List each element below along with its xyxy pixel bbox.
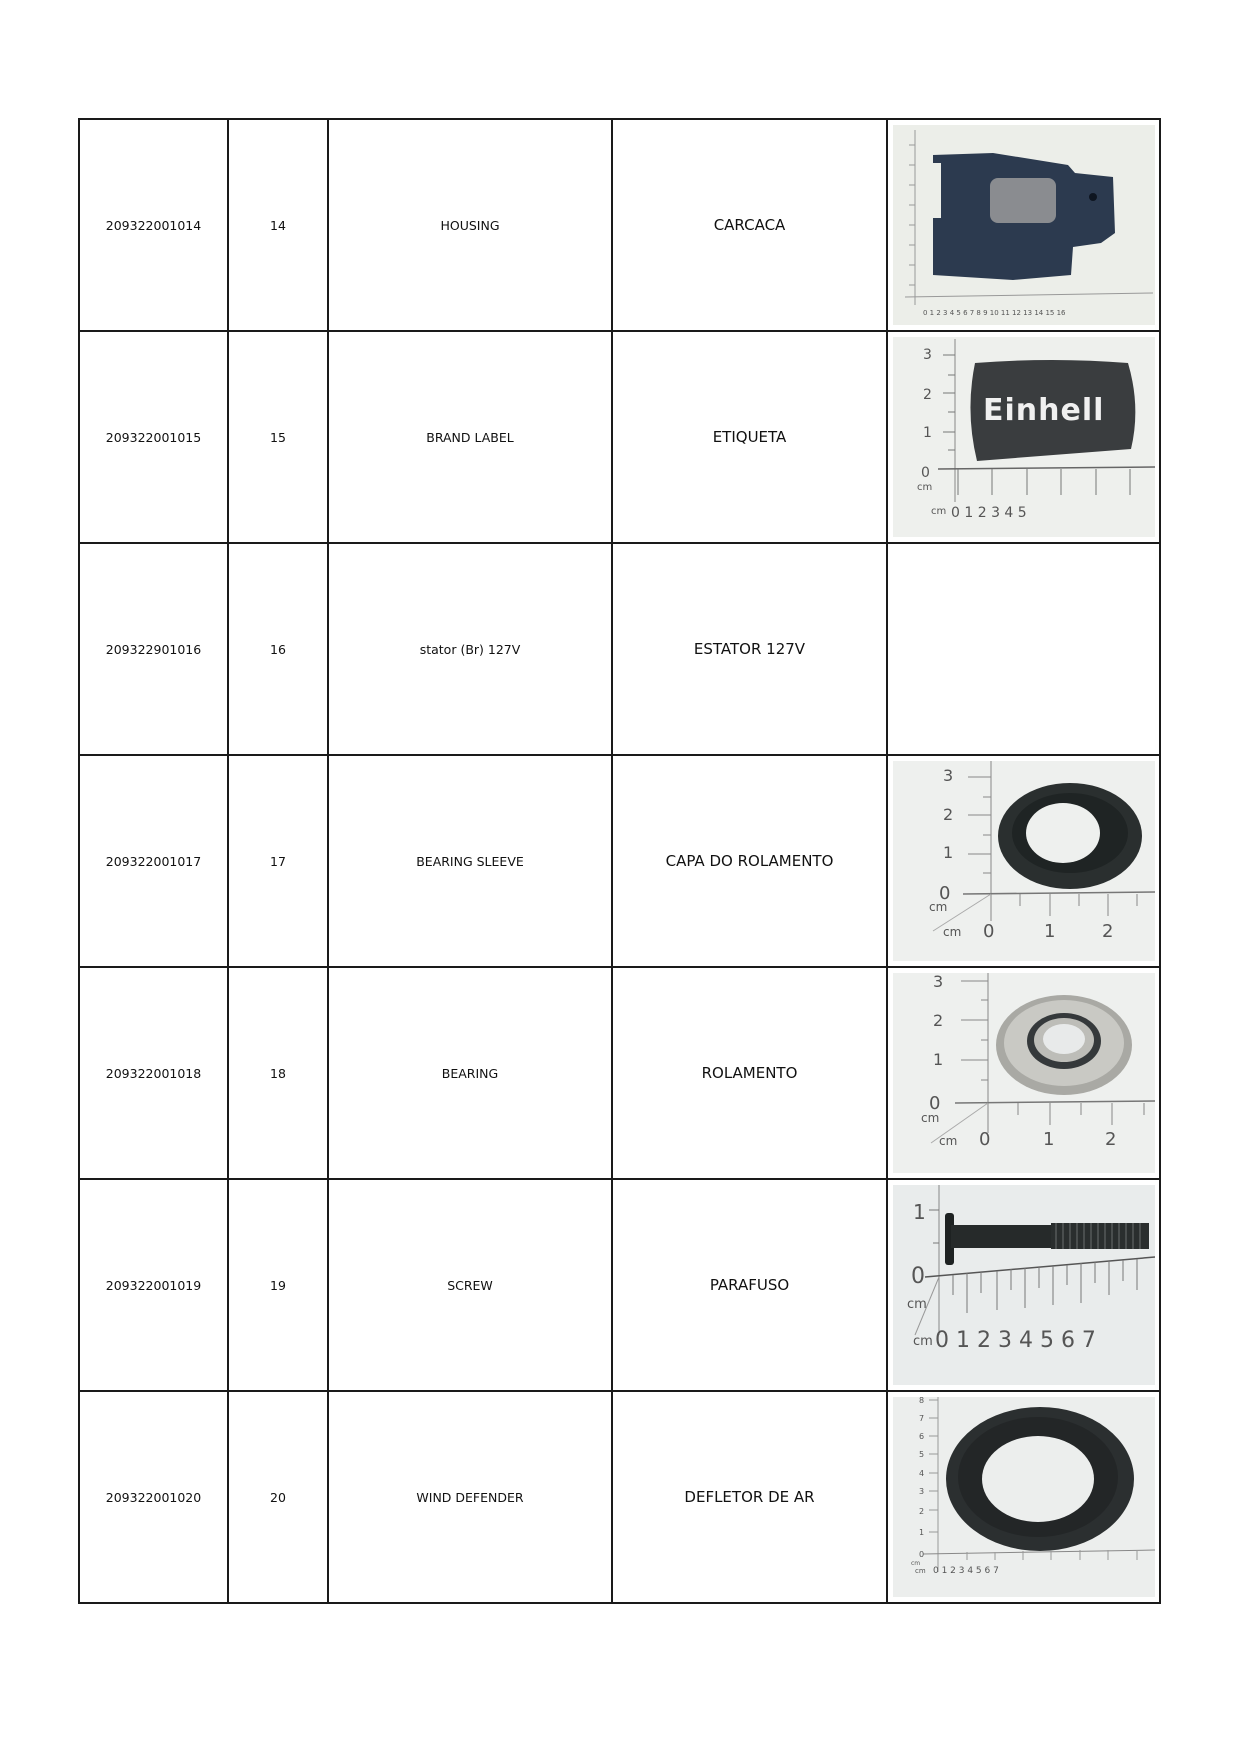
photo-cell <box>887 331 1160 543</box>
description-pt: CARCACA <box>612 119 887 331</box>
photo-cell <box>887 1179 1160 1391</box>
brand-label-image <box>893 337 1155 537</box>
description-pt: DEFLETOR DE AR <box>612 1391 887 1603</box>
svg-text:1: 1 <box>942 843 953 862</box>
description-pt: ETIQUETA <box>612 331 887 543</box>
svg-text:0: 0 <box>978 1129 990 1150</box>
table-row <box>79 1179 1160 1391</box>
description-en: BRAND LABEL <box>328 331 612 543</box>
svg-text:2: 2 <box>1101 921 1113 942</box>
position-number: 19 <box>228 1179 328 1391</box>
position-number: 18 <box>228 967 328 1179</box>
svg-text:0: 0 <box>910 1264 925 1289</box>
svg-text:0 1 2 3: 0 1 2 3 4 5 6 7 <box>932 1566 999 1576</box>
svg-text:cm: cm <box>914 1567 926 1575</box>
position-number: 16 <box>228 543 328 755</box>
svg-text:cm: cm <box>910 1560 920 1567</box>
svg-text:cm: cm <box>906 1297 927 1312</box>
svg-text:cm: cm <box>942 925 961 939</box>
svg-text:1: 1 <box>922 425 932 441</box>
wind-defender-image <box>893 1397 1155 1597</box>
svg-text:cm: cm <box>930 506 946 517</box>
screw-image <box>893 1185 1155 1385</box>
position-number: 14 <box>228 119 328 331</box>
svg-text:1: 1 <box>912 1200 926 1224</box>
svg-text:2: 2 <box>918 1507 924 1516</box>
table-row <box>79 967 1160 1179</box>
brand-label-photo <box>893 337 1155 537</box>
photo-cell <box>887 755 1160 967</box>
article-number: 209322001019 <box>79 1179 228 1391</box>
description-en: SCREW <box>328 1179 612 1391</box>
description-en: BEARING <box>328 967 612 1179</box>
svg-text:5: 5 <box>918 1450 924 1459</box>
svg-text:3: 3 <box>932 973 943 991</box>
table-row <box>79 543 1160 755</box>
wind-defender-photo <box>893 1397 1155 1597</box>
position-number: 15 <box>228 331 328 543</box>
position-number: 17 <box>228 755 328 967</box>
svg-text:8: 8 <box>918 1397 924 1405</box>
article-number: 209322901016 <box>79 543 228 755</box>
housing-image <box>893 125 1155 325</box>
svg-text:cm: cm <box>912 1334 933 1349</box>
screw-photo <box>893 1185 1155 1385</box>
article-number: 209322001018 <box>79 967 228 1179</box>
photo-cell <box>887 119 1160 331</box>
description-pt: PARAFUSO <box>612 1179 887 1391</box>
photo-cell-empty <box>887 543 1160 755</box>
parts-table <box>78 118 1161 1604</box>
svg-text:0 1 2 3 4 5 6 7 8 9: 0 1 2 3 4 5 6 7 8 9 10 11 12 13 14 15 16 <box>922 309 1065 317</box>
svg-text:0 1 2 3 4 5: 0 1 2 3 4 5 <box>950 505 1027 521</box>
bearing-image <box>893 973 1155 1173</box>
svg-text:3: 3 <box>922 347 932 363</box>
table-row <box>79 331 1160 543</box>
description-pt: CAPA DO ROLAMENTO <box>612 755 887 967</box>
photo-cell <box>887 967 1160 1179</box>
svg-text:1: 1 <box>932 1050 943 1069</box>
housing-photo <box>893 125 1155 325</box>
description-en: HOUSING <box>328 119 612 331</box>
svg-text:1: 1 <box>918 1528 924 1537</box>
svg-text:0 1 2 3 4 5 6 7: 0 1 2 3 4 5 6 7 <box>934 1328 1096 1353</box>
article-number: 209322001015 <box>79 331 228 543</box>
svg-text:7: 7 <box>918 1414 924 1423</box>
svg-text:2: 2 <box>942 805 953 824</box>
table-row <box>79 1391 1160 1603</box>
table-row <box>79 119 1160 331</box>
description-en: stator (Br) 127V <box>328 543 612 755</box>
bearing-sleeve-image <box>893 761 1155 961</box>
svg-text:0: 0 <box>982 921 994 942</box>
description-en: WIND DEFENDER <box>328 1391 612 1603</box>
svg-text:2: 2 <box>922 387 932 403</box>
svg-text:2: 2 <box>1104 1129 1116 1150</box>
svg-text:cm: cm <box>928 900 947 914</box>
svg-text:0: 0 <box>938 883 950 904</box>
svg-text:1: 1 <box>1042 1129 1054 1150</box>
position-number: 20 <box>228 1391 328 1603</box>
svg-text:0: 0 <box>928 1093 940 1114</box>
svg-text:cm: cm <box>916 482 932 493</box>
bearing-photo <box>893 973 1155 1173</box>
description-pt: ESTATOR 127V <box>612 543 887 755</box>
svg-text:4: 4 <box>918 1469 924 1478</box>
article-number: 209322001020 <box>79 1391 228 1603</box>
svg-text:0: 0 <box>918 1550 924 1559</box>
svg-text:cm: cm <box>938 1134 957 1148</box>
svg-text:2: 2 <box>932 1011 943 1030</box>
description-pt: ROLAMENTO <box>612 967 887 1179</box>
svg-text:1: 1 <box>1043 921 1055 942</box>
article-number: 209322001014 <box>79 119 228 331</box>
svg-text:3: 3 <box>942 766 953 785</box>
photo-cell <box>887 1391 1160 1603</box>
svg-text:6: 6 <box>918 1432 924 1441</box>
bearing-sleeve-photo <box>893 761 1155 961</box>
svg-text:Einhell: Einhell <box>982 393 1104 428</box>
description-en: BEARING SLEEVE <box>328 755 612 967</box>
table-row <box>79 755 1160 967</box>
svg-text:3: 3 <box>918 1487 924 1496</box>
article-number: 209322001017 <box>79 755 228 967</box>
svg-text:cm: cm <box>920 1111 939 1125</box>
svg-text:0: 0 <box>920 465 930 481</box>
